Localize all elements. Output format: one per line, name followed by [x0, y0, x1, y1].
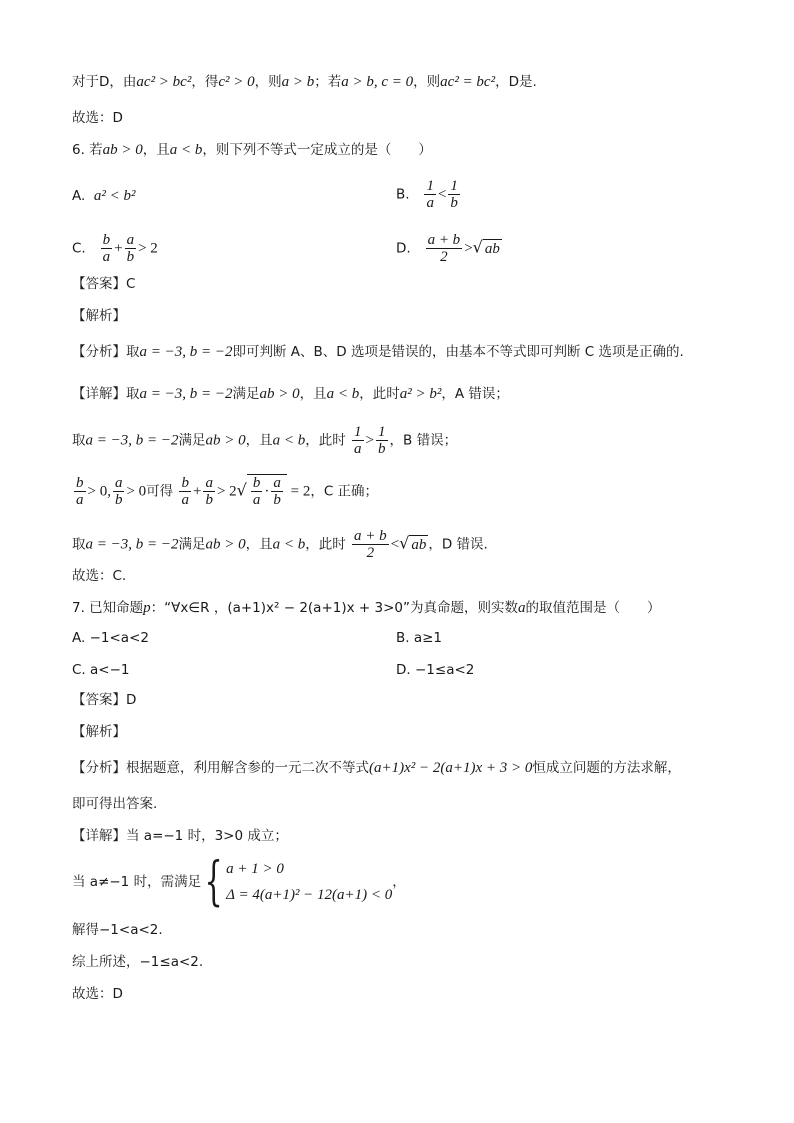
q6-detail-1: 【详解】取a = −3, b = −2满足ab > 0，且a < b，此时a² > b²，A 错误； — [72, 386, 509, 402]
q6-detail-4: 取a = −3, b = −2满足ab > 0，且a < b，此时 $\frac{a + b}{2}$ <√ ab ，D 错误. — [72, 528, 488, 561]
q7-fenxi-line2: 即可得出答案. — [72, 796, 158, 812]
q6-option-c: C. $\frac{b}{a}$ + $\frac{a}{b}$ > 2 — [72, 232, 158, 265]
q6-stem: 6. 若ab > 0，且a < b，则下列不等式一定成立的是（ ） — [72, 142, 432, 158]
q7-option-c: C. a<−1 — [72, 662, 130, 678]
left-brace-icon: { — [204, 852, 223, 912]
q6-detail-3: $\frac{b}{a}$ > 0, $\frac{a}{b}$ > 0可得 $\frac{b}{a}$ + $\frac{a}{b}$ > 2√ $\frac{b}{a}$ · $\frac{a}{b}$ = 2，C 正确； — [76, 475, 379, 508]
q7-analysis-tag: 【解析】 — [72, 724, 126, 740]
q7-fenxi: 【分析】根据题意，利用解含参的一元二次不等式(a+1)x² − 2(a+1)x + 3 > 0恒成立问题的方法求解， — [72, 760, 681, 776]
q7-choice: 故选：D — [72, 986, 123, 1002]
q7-detail-4: 综上所述，−1≤a<2. — [72, 954, 204, 970]
q6-detail-2: 取a = −3, b = −2满足ab > 0，且a < b，此时 $\frac{1}{a}$ > $\frac{1}{b}$ ，B 错误； — [72, 424, 458, 457]
q7-detail-1: 【详解】当 a=−1 时，3>0 成立； — [72, 828, 288, 844]
q7-option-b: B. a≥1 — [396, 630, 443, 646]
q7-option-d: D. −1≤a<2 — [396, 662, 475, 678]
q6-option-b: B. $\frac{1}{a}$ < $\frac{1}{b}$ — [396, 178, 458, 211]
q6-option-d: D. $\frac{a + b}{2}$ >√ ab — [396, 232, 500, 265]
q6-choice: 故选：C. — [72, 568, 127, 584]
q6-fenxi: 【分析】取a = −3, b = −2即可判断 A、B、D 选项是错误的，由基本不等式即可判断 C 选项是正确的. — [72, 344, 684, 360]
q7-detail-3: 解得−1<a<2. — [72, 922, 163, 938]
q5-choice: 故选：D — [72, 110, 123, 126]
q6-option-a: A. a² < b² — [72, 188, 136, 204]
q7-stem: 7. 已知命题p：“∀x∈R ，(a+1)x² − 2(a+1)x + 3>0”为真命题，则实数a的取值范围是（ ） — [72, 600, 661, 616]
q5-tail-line: 对于D，由ac² > bc²，得c² > 0，则a > b；若a > b, c = 0，则ac² = bc²，D是. — [72, 74, 537, 90]
q7-detail-2: 当 a≠−1 时，需满足{ a + 1 > 0 Δ = 4(a+1)² − 12(a+1) < 0 ， — [72, 852, 406, 912]
q7-answer: 【答案】D — [72, 692, 137, 708]
q7-option-a: A. −1<a<2 — [72, 630, 149, 646]
q6-analysis-tag: 【解析】 — [72, 308, 126, 324]
q6-answer: 【答案】C — [72, 276, 136, 292]
